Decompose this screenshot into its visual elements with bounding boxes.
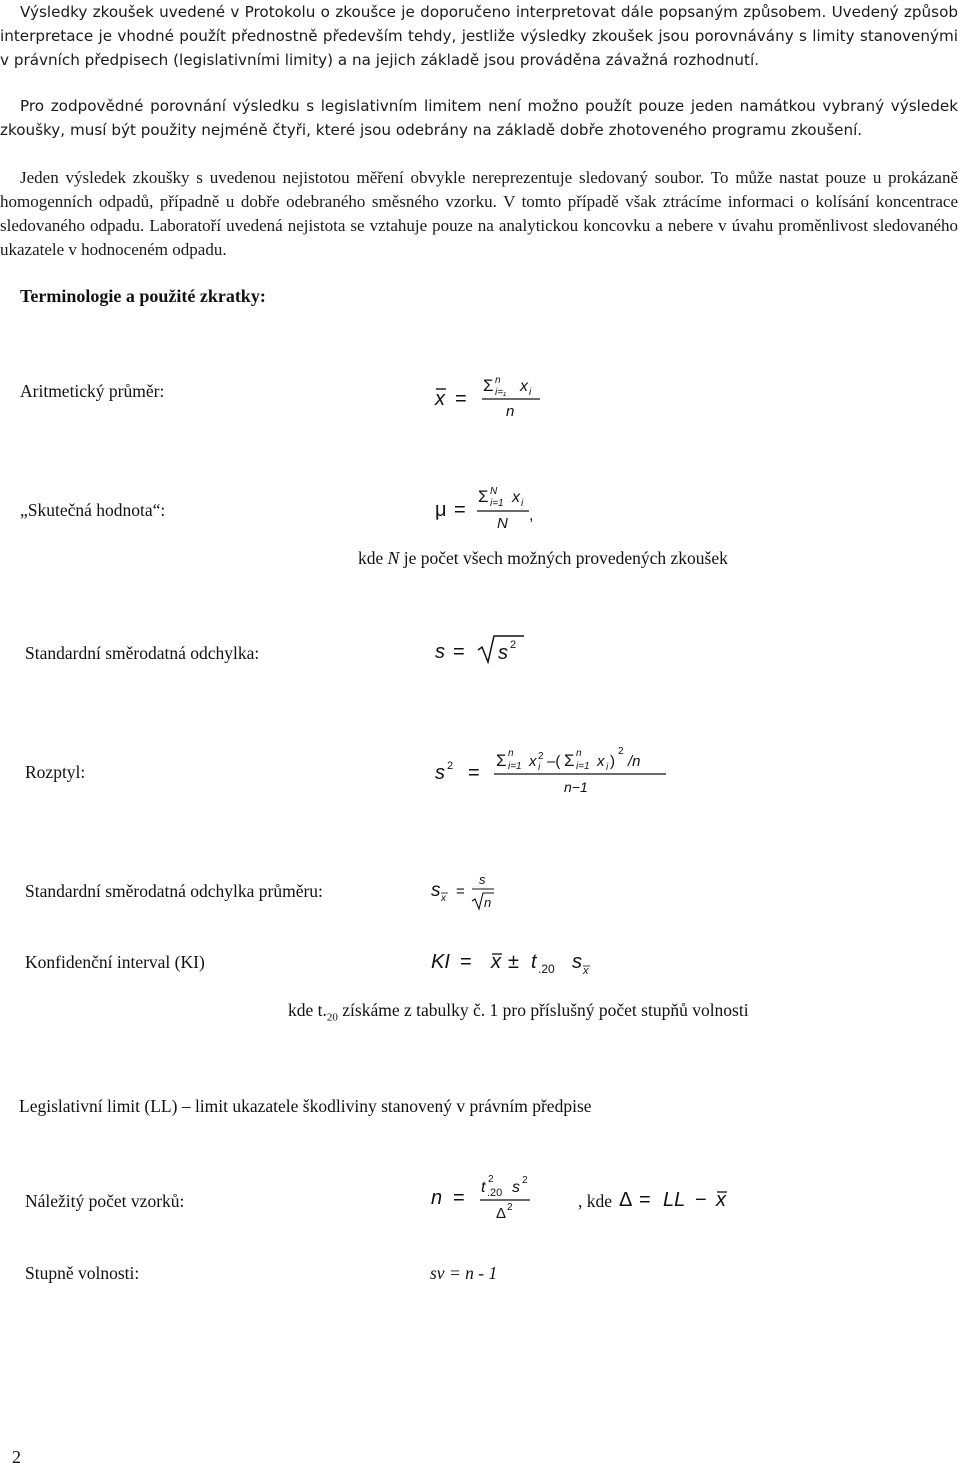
- svg-text:.20: .20: [487, 1187, 503, 1199]
- svg-text:n: n: [506, 403, 515, 420]
- dof-label: Stupně volnosti:: [25, 1263, 140, 1283]
- uncertainty-paragraph: Jeden výsledek zkoušky s uvedenou nejistotou měření obvykle nereprezentuje sledovaný soubor. To může nastat pouze u prokázaně homogenních odpadů, případně u dobře odebraného směsného vzorku. V tomto případě však ztrácíme informaci o kolísání koncentrace sledovaného odpadu. Laboratoří uvedená nejistota se vztahuje pouze na analytickou koncovku a nebere v úvahu proměnlivost sledovaného ukazatele v hodnoceném odpadu.: [0, 168, 958, 259]
- note-suffix: je počet všech možných provedených zkoušek: [403, 548, 728, 568]
- svg-text:Σ: Σ: [496, 751, 507, 770]
- variance-formula: [432, 742, 672, 798]
- ci-formula: [428, 944, 608, 980]
- svg-text:2: 2: [488, 1174, 494, 1185]
- svg-text:): ): [610, 753, 615, 770]
- std-formula: [432, 630, 532, 670]
- svg-text:t: t: [531, 951, 537, 973]
- section-heading: Terminologie a použité zkratky:: [20, 286, 266, 306]
- mean-label: Aritmetický průměr:: [20, 381, 165, 401]
- svg-text:Σ: Σ: [564, 751, 575, 770]
- svg-text:−: −: [695, 1189, 707, 1211]
- true-value-note: [358, 548, 728, 569]
- svg-text:=: =: [639, 1189, 651, 1211]
- sem-label: Standardní směrodatná odchylka průměru:: [25, 881, 323, 901]
- svg-text:x: x: [597, 753, 605, 770]
- svg-text:.20: .20: [538, 962, 555, 976]
- dof-formula: sv = n - 1: [430, 1263, 498, 1283]
- svg-text:n: n: [576, 748, 582, 759]
- svg-text:x: x: [441, 893, 446, 904]
- svg-text:=: =: [455, 388, 467, 410]
- svg-text:n−1: n−1: [564, 779, 588, 795]
- svg-text:i: i: [606, 762, 609, 773]
- svg-text:i=₁: i=₁: [495, 387, 507, 398]
- svg-text:=: =: [460, 951, 472, 973]
- svg-text:2: 2: [447, 760, 454, 772]
- note-variable: N: [387, 548, 400, 568]
- std-label: Standardní směrodatná odchylka:: [25, 643, 260, 663]
- svg-text:–(: –(: [547, 753, 561, 770]
- svg-text:=: =: [468, 762, 480, 784]
- samples-kde: , kde: [578, 1191, 613, 1211]
- svg-text:i: i: [529, 387, 532, 398]
- svg-text:Δ: Δ: [496, 1205, 507, 1222]
- svg-text:s: s: [512, 1179, 520, 1196]
- variance-label: Rozptyl:: [25, 762, 86, 782]
- ci-note-sub: 20: [326, 1011, 338, 1024]
- ci-note-suffix: získáme z tabulky č. 1 pro příslušný počet stupňů volnosti: [337, 1000, 749, 1020]
- sem-formula: [428, 868, 508, 916]
- svg-text:2: 2: [538, 751, 544, 762]
- svg-text:x: x: [583, 965, 589, 977]
- svg-text:x: x: [716, 1189, 726, 1211]
- svg-text:n: n: [431, 1187, 443, 1209]
- svg-text:n: n: [508, 748, 514, 759]
- svg-text:n: n: [495, 375, 501, 386]
- svg-text:2: 2: [618, 746, 624, 757]
- svg-text:=: =: [453, 1187, 465, 1209]
- legislative-limit-text: Legislativní limit (LL) – limit ukazatele škodliviny stanovený v právním předpise: [19, 1096, 592, 1116]
- comparison-paragraph: Pro zodpovědné porovnání výsledku s legislativním limitem není možno použít pouze jeden namátkou vybraný výsledek zkoušky, musí být použity nejméně čtyři, které jsou odebrány na základě dobře zhotoveného programu zkoušení.: [0, 97, 958, 139]
- true-value-label: „Skutečná hodnota“:: [20, 500, 166, 520]
- svg-text:s: s: [479, 872, 486, 887]
- svg-text:n: n: [484, 895, 492, 910]
- svg-text:Σ: Σ: [483, 376, 494, 395]
- svg-text:2: 2: [507, 1202, 513, 1213]
- svg-text:i=1: i=1: [576, 761, 590, 772]
- ci-note-prefix: kde t.: [288, 1000, 327, 1020]
- svg-text:s: s: [435, 641, 445, 663]
- svg-text:/n: /n: [628, 753, 641, 770]
- samples-label: Náležitý počet vzorků:: [25, 1191, 185, 1211]
- svg-text:i: i: [521, 498, 524, 509]
- svg-text:x: x: [435, 388, 445, 410]
- svg-text:s: s: [572, 951, 582, 973]
- svg-text:μ: μ: [435, 499, 447, 521]
- page-number: 2: [12, 1447, 21, 1467]
- svg-text:KI: KI: [431, 951, 450, 973]
- svg-text:,: ,: [529, 507, 534, 524]
- delta-formula: [618, 1184, 738, 1216]
- svg-text:2: 2: [522, 1175, 528, 1186]
- note-prefix: kde: [358, 548, 384, 568]
- ci-note: [288, 1000, 749, 1024]
- svg-text:t: t: [481, 1179, 486, 1196]
- ci-label: Konfidenční interval (KI): [25, 952, 205, 972]
- svg-text:x: x: [512, 489, 520, 506]
- true-value-formula: [432, 482, 544, 534]
- svg-text:x: x: [491, 951, 501, 973]
- svg-text:i: i: [538, 762, 541, 773]
- svg-text:i=1: i=1: [490, 498, 504, 509]
- svg-text:Σ: Σ: [478, 487, 489, 506]
- svg-text:±: ±: [508, 951, 519, 973]
- svg-text:=: =: [453, 641, 465, 663]
- svg-text:x: x: [520, 378, 528, 395]
- svg-text:LL: LL: [663, 1189, 686, 1211]
- svg-text:2: 2: [510, 639, 517, 651]
- svg-text:x: x: [529, 753, 537, 770]
- intro-paragraph: Výsledky zkoušek uvedené v Protokolu o zkoušce je doporučeno interpretovat dále popsaným způsobem. Uvedený způsob interpretace je vhodné použít přednostně především tehdy, jestliže výsledky zkoušek jsou porovnávány s limity stanovenými v právních předpisech (legislativními limity) a na jejich základě jsou prováděna závažná rozhodnutí.: [0, 3, 958, 69]
- svg-text:N: N: [497, 515, 508, 532]
- svg-text:i=1: i=1: [508, 761, 522, 772]
- samples-formula: [428, 1168, 548, 1224]
- svg-text:s: s: [431, 880, 441, 901]
- svg-text:N: N: [490, 486, 498, 497]
- svg-text:s: s: [435, 762, 445, 784]
- mean-formula: [430, 372, 550, 424]
- svg-text:=: =: [454, 499, 466, 521]
- svg-text:Δ: Δ: [619, 1189, 633, 1211]
- svg-text:s: s: [498, 642, 508, 664]
- svg-text:=: =: [456, 883, 465, 900]
